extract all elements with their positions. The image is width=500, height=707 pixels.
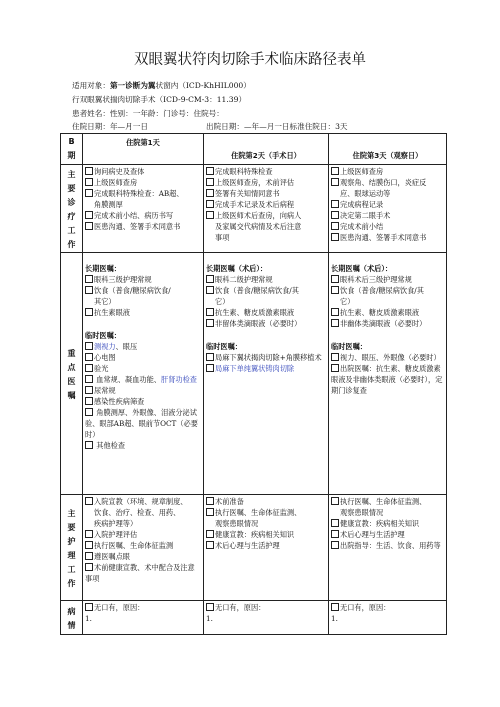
orders-label	[61, 253, 83, 495]
label-char: 点	[67, 361, 76, 372]
checkbox[interactable]	[206, 167, 214, 175]
checklist-row	[206, 274, 326, 285]
checkbox[interactable]	[206, 211, 214, 219]
checklist-row	[85, 529, 201, 540]
checklist-item: 抗生素、糖皮质激素眼液	[340, 308, 420, 317]
label-char: 疗	[67, 210, 76, 221]
checklist-item: 术后心理与生活护理	[340, 530, 405, 539]
variance-day1: 无口有，原因： 1.	[83, 601, 204, 635]
checkbox[interactable]	[206, 364, 214, 372]
checkbox[interactable]	[206, 189, 214, 197]
checklist-row	[206, 166, 326, 177]
checkbox[interactable]	[331, 497, 339, 505]
checklist-row	[85, 221, 201, 232]
checkbox[interactable]	[331, 603, 339, 611]
checklist-item: 饮食（普食/糖尿病饮食/	[94, 286, 171, 295]
checkbox[interactable]	[85, 397, 93, 405]
checklist-row	[85, 210, 201, 221]
checklist-item: 入院护理评估	[94, 530, 138, 539]
checkbox[interactable]	[85, 364, 93, 372]
variance-day2: 无口有，原因： 1.	[204, 601, 329, 635]
pathway-table	[60, 133, 447, 635]
label-char: 重	[67, 347, 76, 358]
checkbox[interactable]	[85, 603, 93, 611]
item-continuation: 疾病护理等）	[94, 519, 138, 528]
checklist-row	[85, 177, 201, 188]
checklist-item: 健康宣教：疾病相关知识	[215, 530, 295, 539]
checklist-item: 尿常规	[94, 386, 116, 395]
label-char: 作	[67, 577, 76, 588]
checklist-item: 医患沟通、签署手术同意书	[94, 222, 181, 231]
checkbox[interactable]	[206, 200, 214, 208]
checkbox[interactable]	[331, 308, 339, 316]
label-char: 主	[67, 168, 76, 179]
checkbox[interactable]	[85, 552, 93, 560]
item-continuation: 事项	[215, 233, 230, 242]
item-continuation: 应、眼球运动等	[340, 189, 391, 198]
checklist-item: 饮食（普食/糖尿病饮食/其	[340, 286, 424, 295]
checklist-item: 眼科术后三级护理常规	[340, 275, 412, 284]
item-continuation: 其它）	[94, 297, 116, 306]
checklist-row	[85, 307, 201, 318]
checklist-row	[206, 307, 326, 318]
page-title: 双眼翼状符肉切除手术临床路径表单	[134, 52, 366, 68]
checkbox[interactable]	[85, 530, 93, 538]
checkbox[interactable]	[331, 200, 339, 208]
checklist-item: 术后心理与生活护理	[215, 541, 280, 550]
item-continuation: 观察患眼情况	[340, 508, 384, 517]
checkbox[interactable]	[331, 233, 339, 241]
checklist-row	[85, 166, 201, 177]
checklist-row	[331, 232, 444, 243]
checklist-row	[206, 210, 326, 221]
doctor-work-day2	[204, 165, 329, 253]
checklist-item: 上级医师查房	[94, 178, 138, 187]
checklist-item: 完成手术记录及术后病程	[215, 200, 295, 209]
checklist-item: 完成术前小结	[340, 222, 384, 231]
checkbox[interactable]	[85, 353, 93, 361]
checkbox[interactable]	[206, 353, 214, 361]
checkbox[interactable]	[331, 222, 339, 230]
checkbox[interactable]	[206, 497, 214, 505]
checklist-row	[85, 551, 201, 562]
checkbox[interactable]	[85, 541, 93, 549]
header-day3: 住院第3天（观察日）	[329, 134, 447, 165]
checkbox[interactable]	[85, 342, 93, 350]
label-char: 病	[67, 605, 76, 616]
checklist-row	[206, 199, 326, 210]
checklist-row	[331, 210, 444, 221]
checklist-item: 询问病史及查体	[94, 167, 145, 176]
checklist-item: 遵医嘱点眼	[94, 552, 130, 561]
checklist-item: 心电图	[94, 353, 116, 362]
label-char: 工	[67, 563, 76, 574]
checkbox[interactable]	[206, 275, 214, 283]
checklist-row	[331, 529, 444, 540]
checkbox[interactable]	[331, 319, 339, 327]
label-char: 嘱	[67, 389, 76, 400]
label-char: 医	[67, 375, 76, 386]
checkbox[interactable]	[331, 211, 339, 219]
checkbox[interactable]	[85, 441, 93, 449]
checkbox[interactable]	[331, 530, 339, 538]
checkbox[interactable]	[206, 530, 214, 538]
checklist-row	[85, 385, 201, 396]
nursing-day1: 入院宣教（环境、规章制度、 饮食、治疗、检查、用药、 疾病护理等） 入院护理评估 执行医嘱、生命体征监测 遵医嘱点眼 术前健康宣教、术中配合及注意事项	[83, 495, 204, 601]
nursing-row	[61, 495, 447, 601]
variance-day3: 无口有，原因： 1.	[329, 601, 447, 635]
checkbox[interactable]	[85, 189, 93, 197]
checkbox[interactable]	[331, 519, 339, 527]
header-day1: 住院第1天	[83, 134, 204, 165]
checklist-item: 决定第二眼手术	[340, 211, 391, 220]
checklist-item: 完成术前小结、病历书写	[94, 211, 174, 220]
checklist-row	[331, 285, 444, 296]
checklist-row	[206, 285, 326, 296]
dates-line	[72, 122, 452, 132]
checklist-item: 感染性疾病筛查	[94, 397, 145, 406]
orders-day1: 长期医嘱： 眼科三级护理常规 饮食（普食/糖尿病饮食/ 其它） 抗生素眼液 临时医嘱： 测视力、眼压 心电图 验光 血常规、凝血功能、肝肾功检查 尿常规 感染性疾病筛查 角膜测厚、外眼像、泪液分泌试验、眼部AB超、眼前节OCT（必要时） 其他检查	[83, 253, 204, 495]
doctor-work-row	[61, 165, 447, 253]
checklist-item: 观察角、结膜伤口，炎症反	[340, 178, 427, 187]
label-char: 工	[67, 224, 76, 235]
label-char: 要	[67, 521, 76, 532]
checklist-item: 上级医师查房，术前评估	[215, 178, 295, 187]
checkbox[interactable]	[85, 386, 93, 394]
applicable-object-line: 适用对象：第一诊断为翼状窗内（ICD-KhHIL000）	[72, 81, 251, 90]
checkbox[interactable]	[331, 178, 339, 186]
item-continuation: 观察患眼情况	[215, 519, 259, 528]
checklist-item: 健康宣教：疾病相关知识	[340, 519, 420, 528]
patient-info-line: 患者姓名：性别：一年龄：门诊号：住院号：	[72, 109, 224, 118]
item-continuation: 及家属交代病情及术后注意	[215, 222, 302, 231]
admission-date: 住院日期：年—月一日	[72, 122, 148, 131]
checklist-item: 上级医师查房	[340, 167, 384, 176]
label-char: 护	[67, 535, 76, 546]
discharge-date: 出院日期：—年—月一日标准住院日：3天	[206, 122, 348, 131]
checklist-item: 完成眼科特殊检查：AB超、	[94, 189, 184, 198]
procedure-line: 行双眼翼状揣肉切除手术（ICD-9-CM-3：11.39）	[72, 95, 247, 104]
checklist-row	[85, 352, 201, 363]
checklist-row	[206, 318, 326, 329]
label-char: 诊	[67, 196, 76, 207]
checklist-row	[85, 496, 201, 507]
checklist-row	[331, 496, 444, 507]
item-continuation: 角膜测厚	[94, 200, 123, 209]
checkbox[interactable]	[85, 375, 93, 383]
checkbox[interactable]	[206, 603, 214, 611]
variance-label	[61, 601, 83, 635]
checkbox[interactable]	[85, 178, 93, 186]
header-row	[61, 134, 447, 165]
checklist-row	[331, 177, 444, 188]
label-char: 情	[67, 619, 76, 630]
doctor-work-day1	[83, 165, 204, 253]
checklist-item: 饮食（普食/糖尿病饮食/其	[215, 286, 299, 295]
checklist-item: 上级医师术后查房，向病人	[215, 211, 302, 220]
checkbox[interactable]	[331, 364, 339, 372]
checklist-item: 验光	[94, 364, 109, 373]
checklist-row	[85, 285, 201, 296]
checkbox[interactable]	[331, 286, 339, 294]
nursing-label	[61, 495, 83, 601]
checklist-row	[331, 518, 444, 529]
checklist-row	[206, 496, 326, 507]
checkbox[interactable]	[85, 222, 93, 230]
checklist-item: 抗生素、糖皮质激素眼液	[215, 308, 295, 317]
doctor-work-label	[61, 165, 83, 253]
checklist-item: 完成病程记录	[340, 200, 384, 209]
nursing-day2	[204, 495, 329, 601]
checklist-row	[85, 188, 201, 199]
label-char: 作	[67, 238, 76, 249]
orders-day3: 长期医嘱（术后）： 眼科术后三级护理常规 饮食（普食/糖尿病饮食/其 它） 抗生素、糖皮质激素眼液 非幽体类滴眼液（必要时） 临时医嘱： 视力、眼压、外眼像（必要时） 出院医嘱：抗生素、糖皮质激素眼液及非幽体类眼液（必要时），定期门诊复查	[329, 253, 447, 495]
checklist-item: 医患沟通、签署手术同意书	[340, 233, 427, 242]
checklist-item: 执行医嘱、生命体征监测、	[340, 497, 427, 506]
checklist-row	[331, 166, 444, 177]
orders-day2: 长期医嘱（术后）： 眼科二级护理常规 饮食（普食/糖尿病饮食/其 它） 抗生素、糖皮质激素眼液 非留体类滴眼液（必要时） 临时医嘱： 局麻下翼状揭肉切除+角膜移植术 局麻下单纯翼状铸肉切除	[204, 253, 329, 495]
checklist-row	[85, 396, 201, 407]
nursing-day3: 执行医嘱、生命体征监测、 观察患眼情况 健康宣教：疾病相关知识 术后心理与生活护理 出院指导：生活、饮食、用药等	[329, 495, 447, 601]
checklist-item: 执行医嘱、生命体征监测、	[215, 508, 302, 517]
checklist-row	[206, 177, 326, 188]
header-day2: 住院第2天（手术日）	[204, 134, 329, 165]
checklist-row	[206, 188, 326, 199]
checklist-row	[331, 307, 444, 318]
checklist-item: 非留体类滴眼液（必要时）	[215, 319, 302, 328]
checklist-item: 非幽体类滴眼液（必要时）	[340, 319, 427, 328]
checkbox[interactable]	[331, 541, 339, 549]
checklist-item: 签署有关知情同意书	[215, 189, 280, 198]
checklist-row	[85, 274, 201, 285]
checklist-row	[206, 529, 326, 540]
checklist-item: 抗生素眼液	[94, 308, 130, 317]
checkbox[interactable]	[85, 308, 93, 316]
checklist-row	[206, 507, 326, 518]
item-continuation: 它）	[215, 297, 230, 306]
checkbox[interactable]	[206, 178, 214, 186]
label-char: 主	[67, 507, 76, 518]
checklist-row	[85, 540, 201, 551]
checkbox[interactable]	[85, 275, 93, 283]
checkbox[interactable]	[331, 167, 339, 175]
checkbox[interactable]	[85, 211, 93, 219]
corner-cell: B 期	[61, 134, 83, 165]
checklist-row	[331, 199, 444, 210]
checkbox[interactable]	[206, 319, 214, 327]
label-char: 要	[67, 182, 76, 193]
checkbox[interactable]	[206, 508, 214, 516]
checkbox[interactable]	[206, 541, 214, 549]
label-char: 理	[67, 549, 76, 560]
checklist-row	[331, 274, 444, 285]
doctor-work-day3	[329, 165, 447, 253]
checkbox[interactable]	[206, 308, 214, 316]
checkbox[interactable]	[206, 286, 214, 294]
checkbox[interactable]	[85, 497, 93, 505]
checklist-item: 完成眼科特殊检查	[215, 167, 273, 176]
checkbox[interactable]	[331, 275, 339, 283]
checklist-row	[206, 540, 326, 551]
item-continuation: 它）	[340, 297, 355, 306]
orders-row	[61, 253, 447, 495]
checkbox[interactable]	[85, 408, 93, 416]
checklist-row	[331, 318, 444, 329]
variance-row	[61, 601, 447, 635]
checklist-item: 眼科三级护理常规	[94, 275, 152, 284]
checklist-row	[331, 221, 444, 232]
checklist-item: 术前准备	[215, 497, 244, 506]
checkbox[interactable]	[85, 167, 93, 175]
checkbox[interactable]	[85, 563, 93, 571]
checklist-item: 眼科二级护理常规	[215, 275, 273, 284]
checkbox[interactable]	[85, 286, 93, 294]
checklist-item: 入院宣教（环境、规章制度、	[94, 497, 188, 506]
checklist-item: 执行医嘱、生命体征监测	[94, 541, 174, 550]
item-continuation: 饮食、治疗、检查、用药、	[94, 508, 181, 517]
checklist-row	[85, 363, 201, 374]
checkbox[interactable]	[331, 353, 339, 361]
